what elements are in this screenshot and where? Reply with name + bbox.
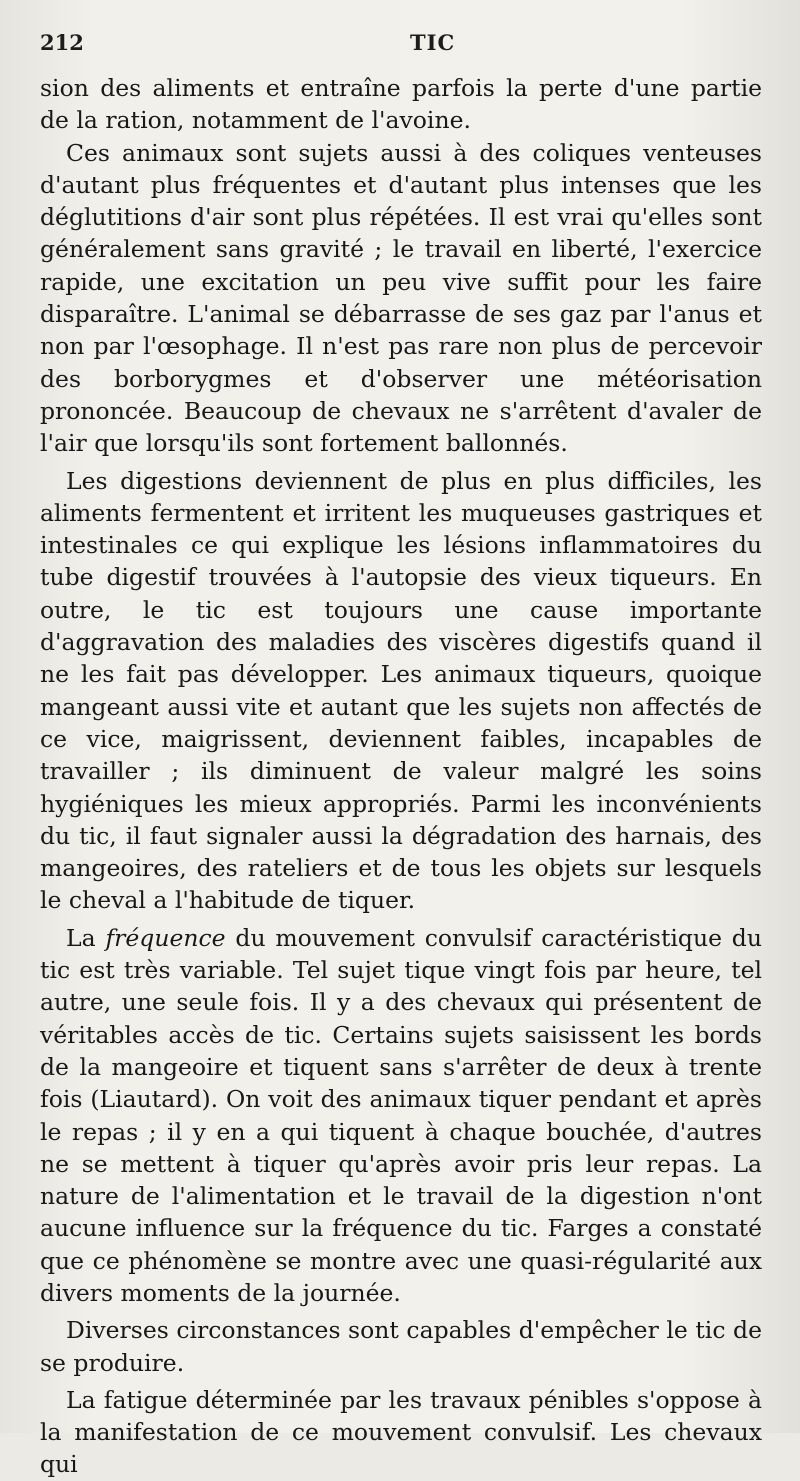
paragraph-coliques: Ces animaux sont sujets aussi à des coliques venteuses d'autant plus fréquentes et d'autant plus intenses que les déglutitions d'air sont plus répétées. Il est vrai qu'elles sont généralement sans gravité ; le travail en liberté, l'exercice rapide, une excitation un peu vive suffit pour les faire disparaître. L'animal se débarrasse de ses gaz par l'anus et non par l'œsophage. Il n'est pas rare non plus de percevoir des borborygmes et d'observer une météorisation prononcée. Beaucoup de chevaux ne s'arrêtent d'avaler de l'air que lorsqu'ils sont fortement ballonnés. [40, 138, 762, 458]
paragraph-digestions: Les digestions deviennent de plus en plus difficiles, les aliments fermentent et irritent les muqueuses gastriques et intestinales ce qui explique les lésions inflammatoires du tube digestif trouvées à l'autopsie des vieux tiqueurs. En outre, le tic est toujours une cause importante d'aggravation des maladies des viscères digestifs quand il ne les fait pas développer. Les animaux tiqueurs, quoique mangeant aussi vite et autant que les sujets non affectés de ce vice, maigrissent, deviennent faibles, incapables de travailler ; ils diminuent de valeur malgré les soins hygiéniques les mieux appropriés. Parmi les inconvénients du tic, il faut signaler aussi la dégradation des harnais, des mangeoires, des rateliers et de tous les objets sur lesquels le cheval a l'habitude de tiquer. [40, 466, 762, 915]
emphasis-frequence: fréquence [105, 923, 226, 952]
paragraph-frequence-body: du mouvement convulsif caractéristique du tic est très variable. Tel sujet tique vingt fois par heure, tel autre, une seule fois. Il y a des chevaux qui présentent de véritables accès de tic. Certains sujets saisissent les bords de la mangeoire et tiquent sans s'arrêter de deux à trente fois (Liautard). On voit des animaux tiquer pendant et après le repas ; il y en a qui tiquent à chaque bouchée, d'autres ne se mettent à tiquer qu'après avoir pris leur repas. La nature de l'alimentation et le travail de la digestion n'ont aucune influence sur la fréquence du tic. Farges a constaté que ce phénomène se montre avec une quasi-régularité aux divers moments de la journée. [40, 923, 762, 1307]
page-header [40, 30, 760, 60]
body-text [40, 72, 762, 1481]
paragraph-frequence-lead: La [66, 923, 106, 952]
running-title: TIC [410, 30, 456, 55]
page-number: 212 [40, 30, 84, 55]
paragraph-continuation: sion des aliments et entraîne parfois la perte d'une partie de la ration, notamment de l'avoine. [40, 74, 762, 135]
paragraph-circonstances: Diverses circonstances sont capables d'empêcher le tic de se produire. [40, 1316, 762, 1377]
paragraph-frequence [40, 922, 762, 1310]
paragraph-fatigue: La fatigue déterminée par les travaux pénibles s'oppose à la manifestation de ce mouvement convulsif. Les chevaux qui [40, 1385, 762, 1479]
